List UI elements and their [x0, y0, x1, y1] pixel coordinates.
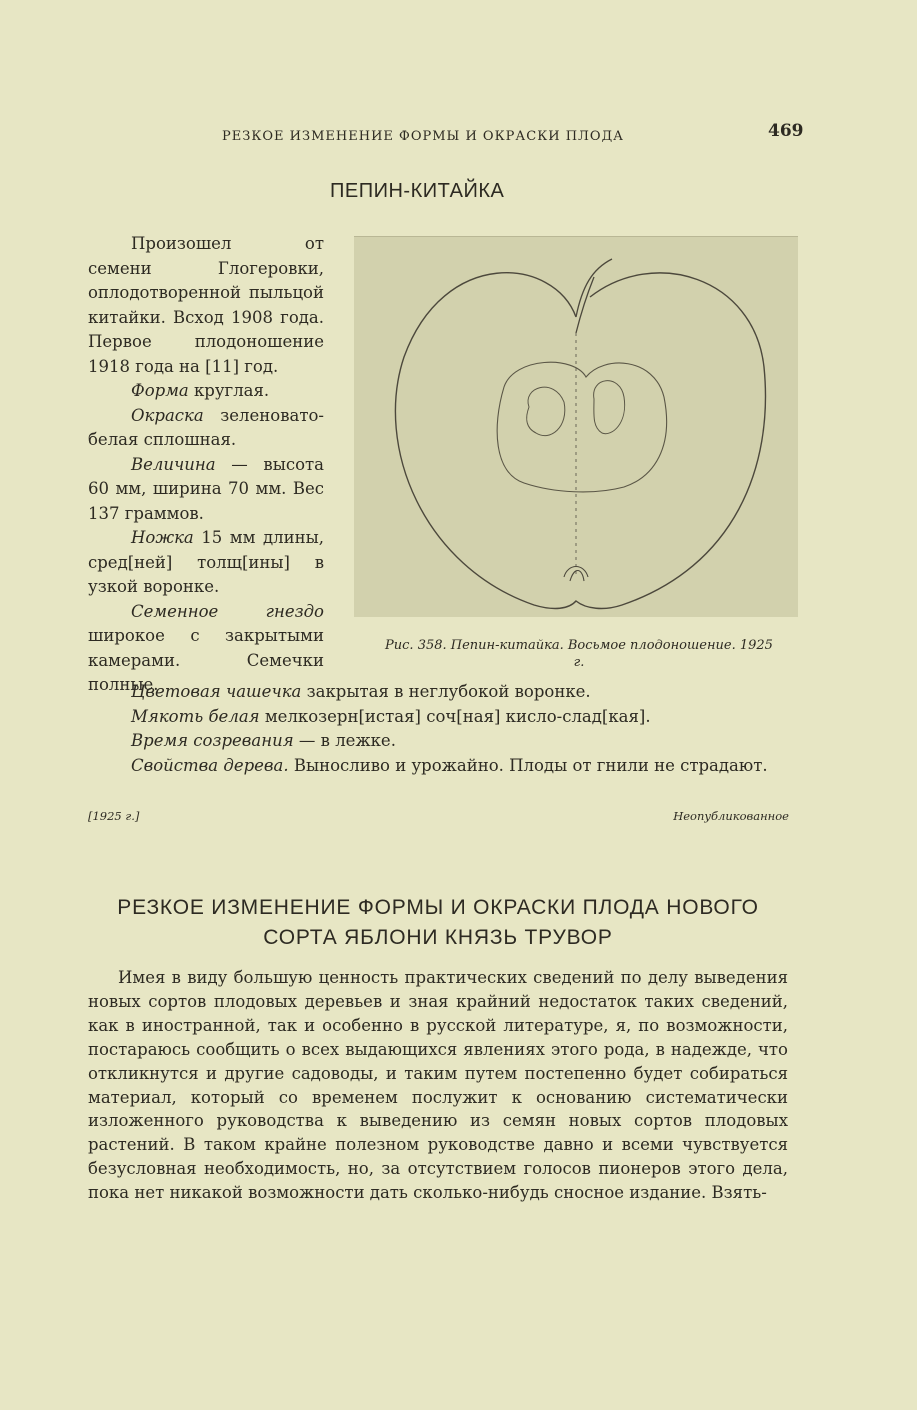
size-term: Величина — [131, 454, 216, 474]
tree-term: Свойства дерева. — [131, 755, 289, 775]
calyx-paragraph — [88, 680, 790, 705]
seed-nest-text: широкое с закрытыми камерами. Семечки полные. — [88, 626, 324, 694]
shape-text: круглая. — [188, 381, 270, 400]
article-title: ПЕПИН-КИТАЙКА — [330, 180, 505, 202]
calyx-text: закрытая в неглубокой воронке. — [301, 682, 591, 701]
flesh-term: Мякоть белая — [131, 706, 260, 726]
ripening-text: — в лежке. — [293, 731, 396, 750]
variety-description-column — [88, 232, 324, 698]
page-number: 469 — [768, 121, 804, 141]
ripening-term: Время созревания — [131, 731, 294, 750]
size-text: — высота 60 мм, ширина 70 мм. Вес 137 граммов. — [88, 454, 324, 523]
section-paragraph: Имея в виду большую ценность практических сведений по делу выведения новых сортов плодовых деревьев и зная крайний недостаток таких сведений, как в иностранной, так и особенно в русской литературе, я, по возможности, постараюсь сообщить о всех выдающихся явлениях этого рода, в надежде, что откликнутся и другие садоводы, и таким путем постепенно будет собираться материал, который со временем послужит к основанию систематически изложенного руководства к выведению из семян новых сортов плодовых растений. В таком крайне полезном руководстве давно и всеми чувствуется безусловная необходимость, но, за отсутствием голосов пионеров этого дела, пока нет никакой возможности дать сколько-нибудь сносное издание. Взять- — [88, 968, 788, 1203]
shape-term: Форма — [131, 381, 189, 400]
date-mark: [1925 г.] — [88, 809, 140, 823]
running-head: РЕЗКОЕ ИЗМЕНЕНИЕ ФОРМЫ И ОКРАСКИ ПЛОДА — [222, 129, 624, 144]
apple-cross-section-figure — [354, 236, 798, 617]
color-text: зеленовато-белая сплошная. — [88, 405, 324, 449]
ripening-paragraph — [88, 729, 790, 754]
apple-drawing — [354, 237, 798, 617]
calyx-term: Цветовая чашечка — [131, 682, 302, 701]
publication-status: Неопубликованное — [673, 809, 789, 823]
color-term: Окраска — [131, 405, 204, 425]
tree-text: Выносливо и урожайно. Плоды от гнили не страдают. — [288, 755, 768, 775]
stalk-paragraph — [88, 526, 324, 600]
seed-nest-term: Семенное гнездо — [131, 601, 324, 621]
figure-caption: Рис. 358. Пепин-китайка. Восьмое плодоношение. 1925 г. — [385, 638, 773, 670]
tree-paragraph — [88, 754, 790, 779]
flesh-paragraph — [88, 705, 790, 730]
flesh-text: мелкозерн[истая] соч[ная] кисло-слад[кая]. — [259, 706, 651, 726]
shape-paragraph — [88, 379, 324, 404]
section-body — [88, 966, 788, 1205]
size-paragraph — [88, 453, 324, 527]
origin-paragraph: Произошел от семени Глогеровки, оплодотворенной пыльцой китайки. Всход 1908 года. Первое плодоношение 1918 года на [11] год. — [88, 234, 324, 376]
stalk-term: Ножка — [131, 528, 194, 547]
variety-description-continued — [88, 680, 790, 778]
color-paragraph — [88, 404, 324, 453]
section-title: РЕЗКОЕ ИЗМЕНЕНИЕ ФОРМЫ И ОКРАСКИ ПЛОДА НОВОГО СОРТА ЯБЛОНИ КНЯЗЬ ТРУВОР — [117, 896, 759, 949]
stalk-text: 15 мм длины, сред[ней] толщ[ины] в узкой воронке. — [88, 528, 324, 596]
